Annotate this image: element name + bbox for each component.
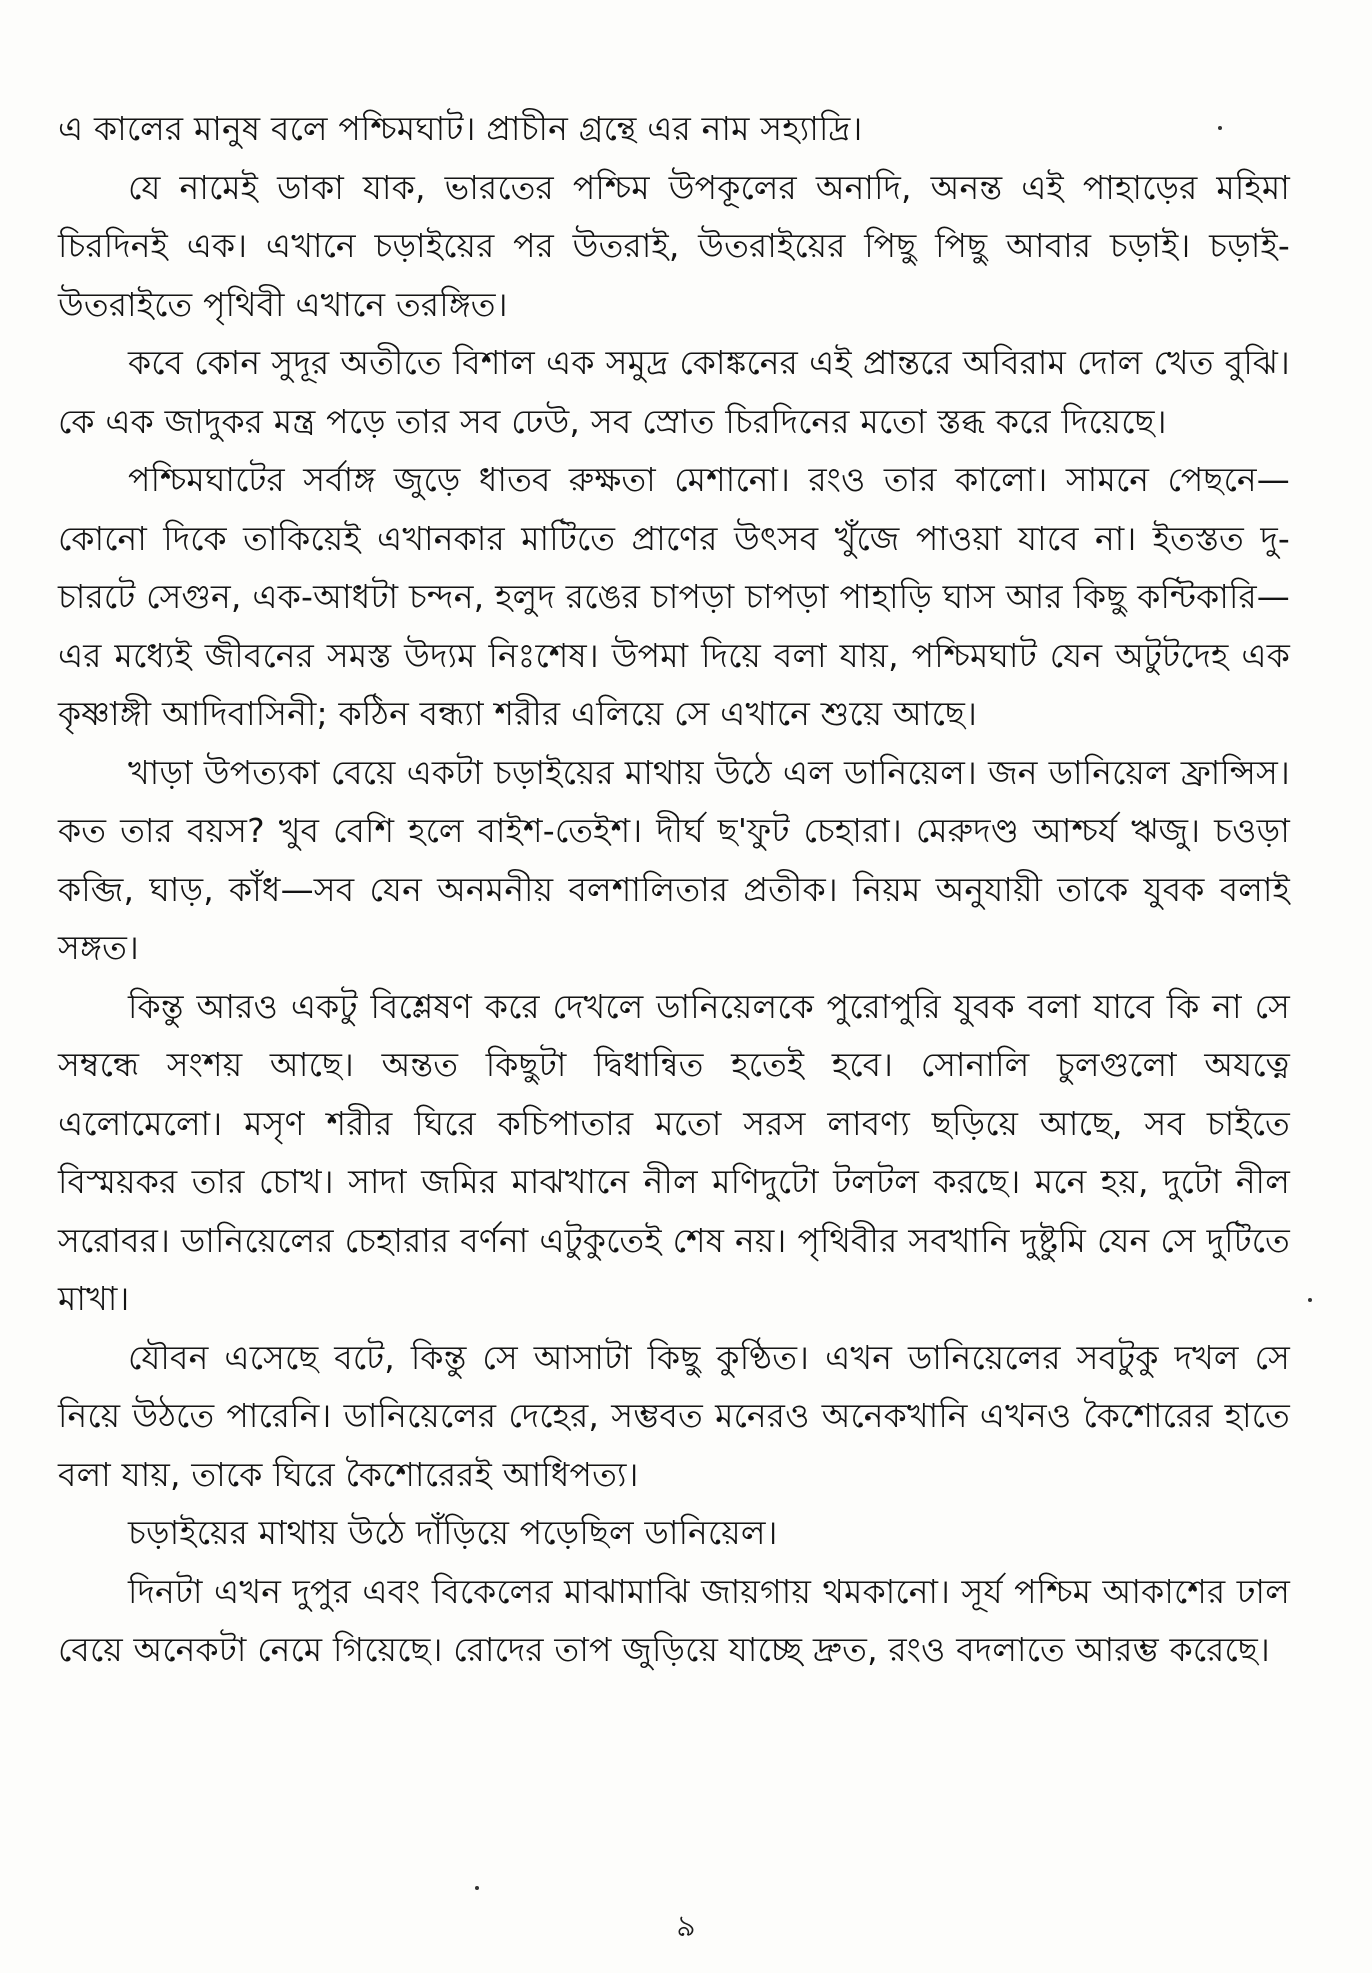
paragraph-3: কবে কোন সুদূর অতীতে বিশাল এক সমুদ্র কোঙ্কনের এই প্রান্তরে অবিরাম দোল খেত বুঝি। কে এক জাদুকর মন্ত্র পড়ে তার সব ঢেউ, সব স্রোত চিরদিনের মতো স্তব্ধ করে দিয়েছে। <box>58 343 1290 441</box>
paragraph-8: চড়াইয়ের মাথায় উঠে দাঁড়িয়ে পড়েছিল ডানিয়েল। <box>128 1513 778 1552</box>
paragraph-2: যে নামেই ডাকা যাক, ভারতের পশ্চিম উপকূলের অনাদি, অনন্ত এই পাহাড়ের মহিমা চিরদিনই এক। এখানে চড়াইয়ের পর উতরাই, উতরাইয়ের পিছু পিছু আবার চড়াই। চড়াই-উতরাইতে পৃথিবী এখানে তরঙ্গিত। <box>58 167 1290 324</box>
paragraph-5: খাড়া উপত্যকা বেয়ে একটা চড়াইয়ের মাথায় উঠে এল ডানিয়েল। জন ডানিয়েল ফ্রান্সিস। কত তার বয়স? খুব বেশি হলে বাইশ-তেইশ। দীর্ঘ ছ'ফুট চেহারা। মেরুদণ্ড আশ্চর্য ঋজু। চওড়া কব্জি, ঘাড়, কাঁধ—সব যেন অনমনীয় বলশালিতার প্রতীক। নিয়ম অনুযায়ী তাকে যুবক বলাই সঙ্গত। <box>58 752 1290 967</box>
paragraph-4: পশ্চিমঘাটের সর্বাঙ্গ জুড়ে ধাতব রুক্ষতা মেশানো। রংও তার কালো। সামনে পেছনে—কোনো দিকে তাকিয়েই এখানকার মাটিতে প্রাণের উৎসব খুঁজে পাওয়া যাবে না। ইতস্তত দু-চারটে সেগুন, এক-আধটা চন্দন, হলুদ রঙের চাপড়া চাপড়া পাহাড়ি ঘাস আর কিছু কন্টিকারি—এর মধ্যেই জীবনের সমস্ত উদ্যম নিঃশেষ। উপমা দিয়ে বলা যায়, পশ্চিমঘাট যেন অটুটদেহ এক কৃষ্ণাঙ্গী আদিবাসিনী; কঠিন বন্ধ্যা শরীর এলিয়ে সে এখানে শুয়ে আছে। <box>58 460 1290 733</box>
page-number: ৯ <box>676 1909 696 1944</box>
paragraph-9: দিনটা এখন দুপুর এবং বিকেলের মাঝামাঝি জায়গায় থমকানো। সূর্য পশ্চিম আকাশের ঢাল বেয়ে অনেকটা নেমে গিয়েছে। রোদের তাপ জুড়িয়ে যাচ্ছে দ্রুত, রংও বদলাতে আরম্ভ করেছে। <box>58 1571 1290 1669</box>
print-speck <box>1218 126 1222 130</box>
paragraph-6: কিন্তু আরও একটু বিশ্লেষণ করে দেখলে ডানিয়েলকে পুরোপুরি যুবক বলা যাবে কি না সে সম্বন্ধে সংশয় আছে। অন্তত কিছুটা দ্বিধান্বিত হতেই হবে। সোনালি চুলগুলো অযত্নে এলোমেলো। মসৃণ শরীর ঘিরে কচিপাতার মতো সরস লাবণ্য ছড়িয়ে আছে, সব চাইতে বিস্ময়কর তার চোখ। সাদা জমির মাঝখানে নীল মণিদুটো টলটল করছে। মনে হয়, দুটো নীল সরোবর। ডানিয়েলের চেহারার বর্ণনা এটুকুতেই শেষ নয়। পৃথিবীর সবখানি দুষ্টুমি যেন সে দুটিতে মাখা। <box>58 986 1290 1318</box>
paragraph-7: যৌবন এসেছে বটে, কিন্তু সে আসাটা কিছু কুণ্ঠিত। এখন ডানিয়েলের সবটুকু দখল সে নিয়ে উঠতে পারেনি। ডানিয়েলের দেহের, সম্ভবত মনেরও অনেকখানি এখনও কৈশোরের হাতে বলা যায়, তাকে ঘিরে কৈশোরেরই আধিপত্য। <box>58 1337 1290 1494</box>
print-speck <box>475 1886 479 1890</box>
paragraph-1: এ কালের মানুষ বলে পশ্চিমঘাট। প্রাচীন গ্রন্থে এর নাম সহ্যাদ্রি। <box>58 109 863 148</box>
print-speck <box>1308 1298 1312 1302</box>
